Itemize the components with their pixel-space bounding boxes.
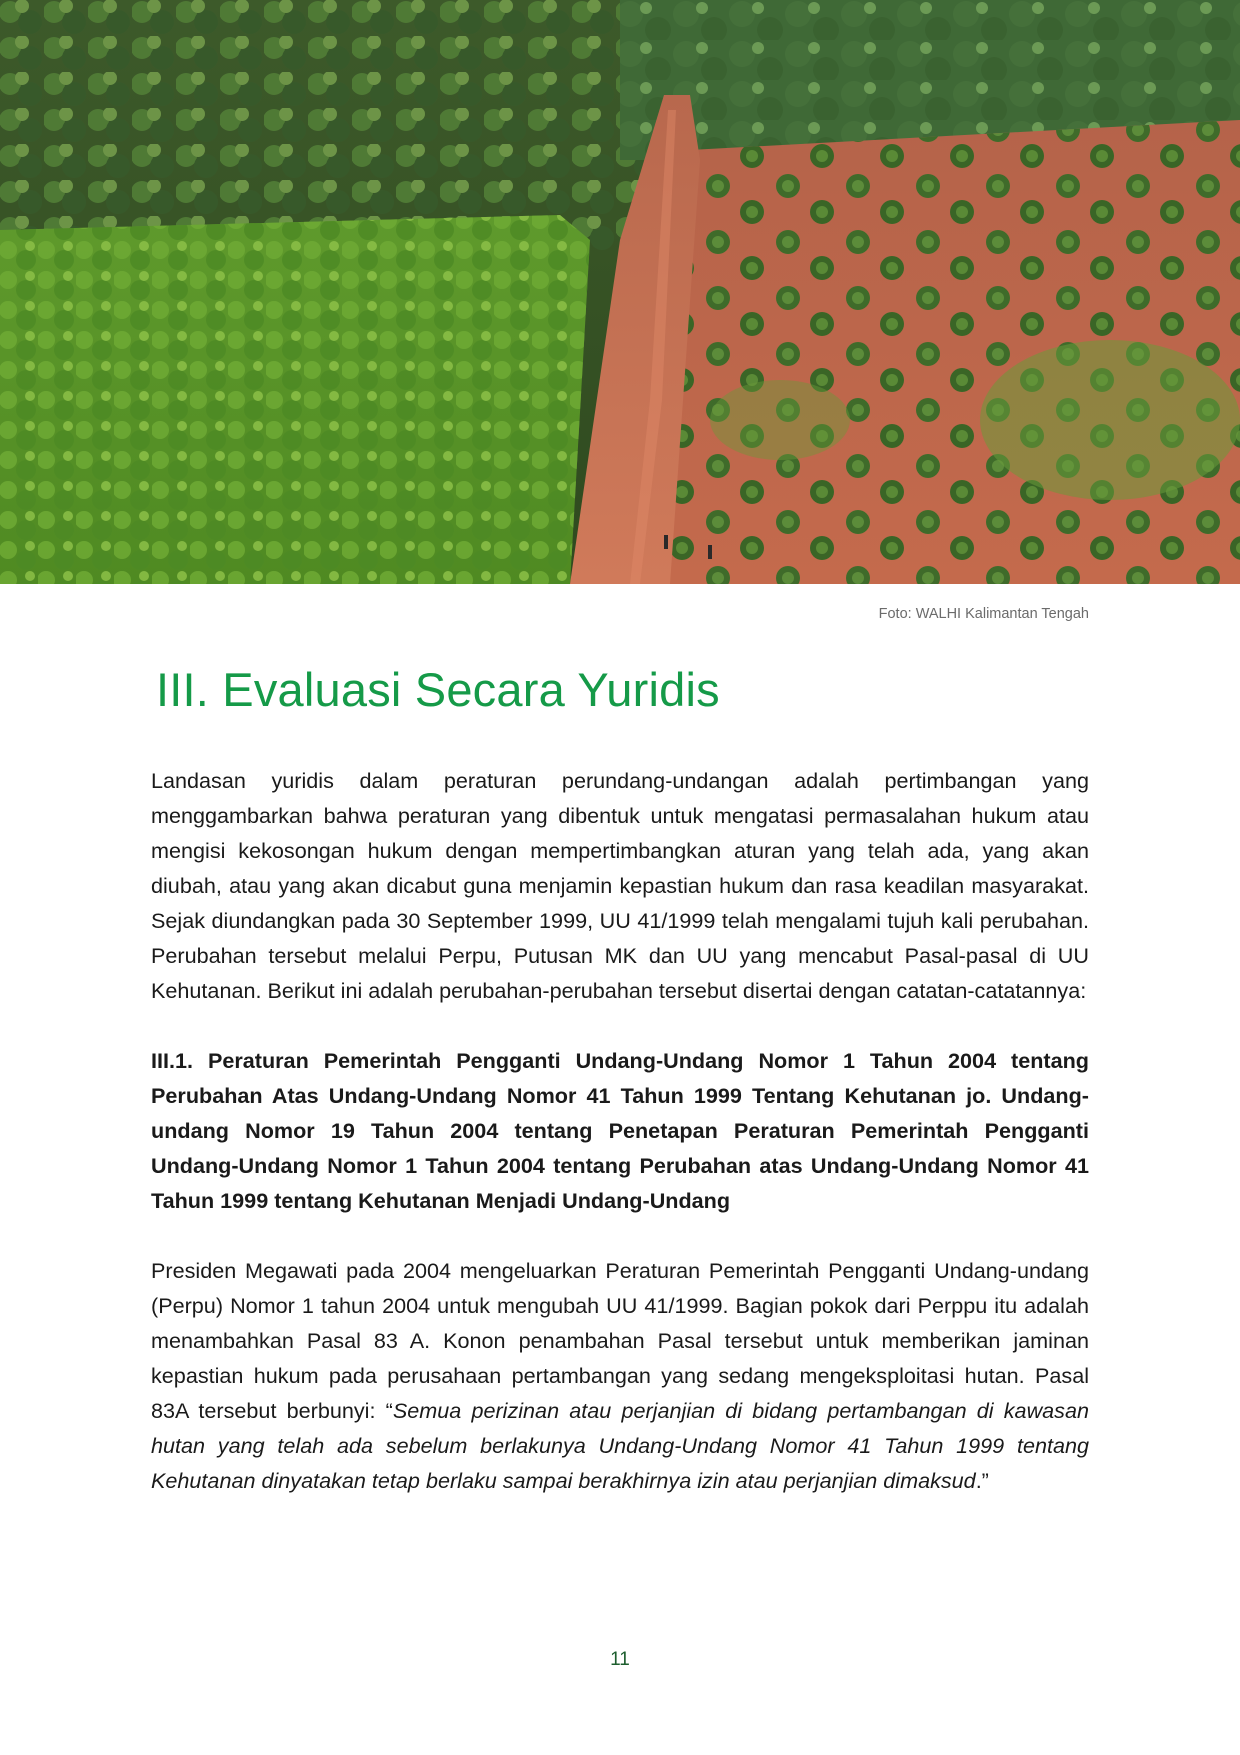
paragraph-gap	[151, 1218, 1089, 1253]
article-quote: Semua perizinan atau perjanjian di bidang pertambangan di kawasan hutan yang telah ada sebelum berlakunya Undang-Undang Nomor 41 Tahun 1999 tentang Kehutanan dinyatakan tetap berlaku sampai berakhirnya izin atau perjanjian dimaksud	[151, 1398, 1089, 1493]
subsection-paragraph	[151, 1253, 1089, 1498]
photo-caption: Foto: WALHI Kalimantan Tengah	[878, 606, 1089, 622]
aerial-photo-illustration	[0, 0, 1240, 584]
body-lead: Presiden Megawati pada 2004 mengeluarkan Peraturan Pemerintah Pengganti Undang-undang (Perpu) Nomor 1 tahun 2004 untuk mengubah UU 41/1999. Bagian pokok dari Perppu itu adalah menambahkan Pasal 83 A. Konon penambahan Pasal tersebut untuk memberikan jaminan kepastian hukum pada perusahaan pertambangan yang sedang mengeksploitasi hutan. Pasal 83A tersebut berbunyi: “	[151, 1258, 1089, 1423]
hero-photo	[0, 0, 1240, 584]
paragraph-gap	[151, 1008, 1089, 1043]
body-end: .”	[975, 1468, 989, 1493]
page-number: 11	[610, 1649, 630, 1670]
intro-paragraph: Landasan yuridis dalam peraturan perundang-undangan adalah pertimbangan yang menggambarkan bahwa peraturan yang dibentuk untuk mengatasi permasalahan hukum atau mengisi kekosongan hukum dengan mempertimbangkan aturan yang telah ada, yang akan diubah, atau yang akan dicabut guna menjamin kepastian hukum dan rasa keadilan masyarakat. Sejak diundangkan pada 30 September 1999, UU 41/1999 telah mengalami tujuh kali perubahan. Perubahan tersebut melalui Perpu, Putusan MK dan UU yang mencabut Pasal-pasal di UU Kehutanan. Berikut ini adalah perubahan-perubahan tersebut disertai dengan catatan-catatannya:	[151, 768, 1089, 1003]
body-content	[151, 763, 1089, 1498]
subsection-heading: III.1. Peraturan Pemerintah Pengganti Undang-Undang Nomor 1 Tahun 2004 tentang Perubahan Atas Undang-Undang Nomor 41 Tahun 1999 Tentang Kehutanan jo. Undang-undang Nomor 19 Tahun 2004 tentang Penetapan Peraturan Pemerintah Pengganti Undang-Undang Nomor 1 Tahun 2004 tentang Perubahan atas Undang-Undang Nomor 41 Tahun 1999 tentang Kehutanan Menjadi Undang-Undang	[151, 1048, 1089, 1213]
section-title: III. Evaluasi Secara Yuridis	[156, 663, 720, 716]
